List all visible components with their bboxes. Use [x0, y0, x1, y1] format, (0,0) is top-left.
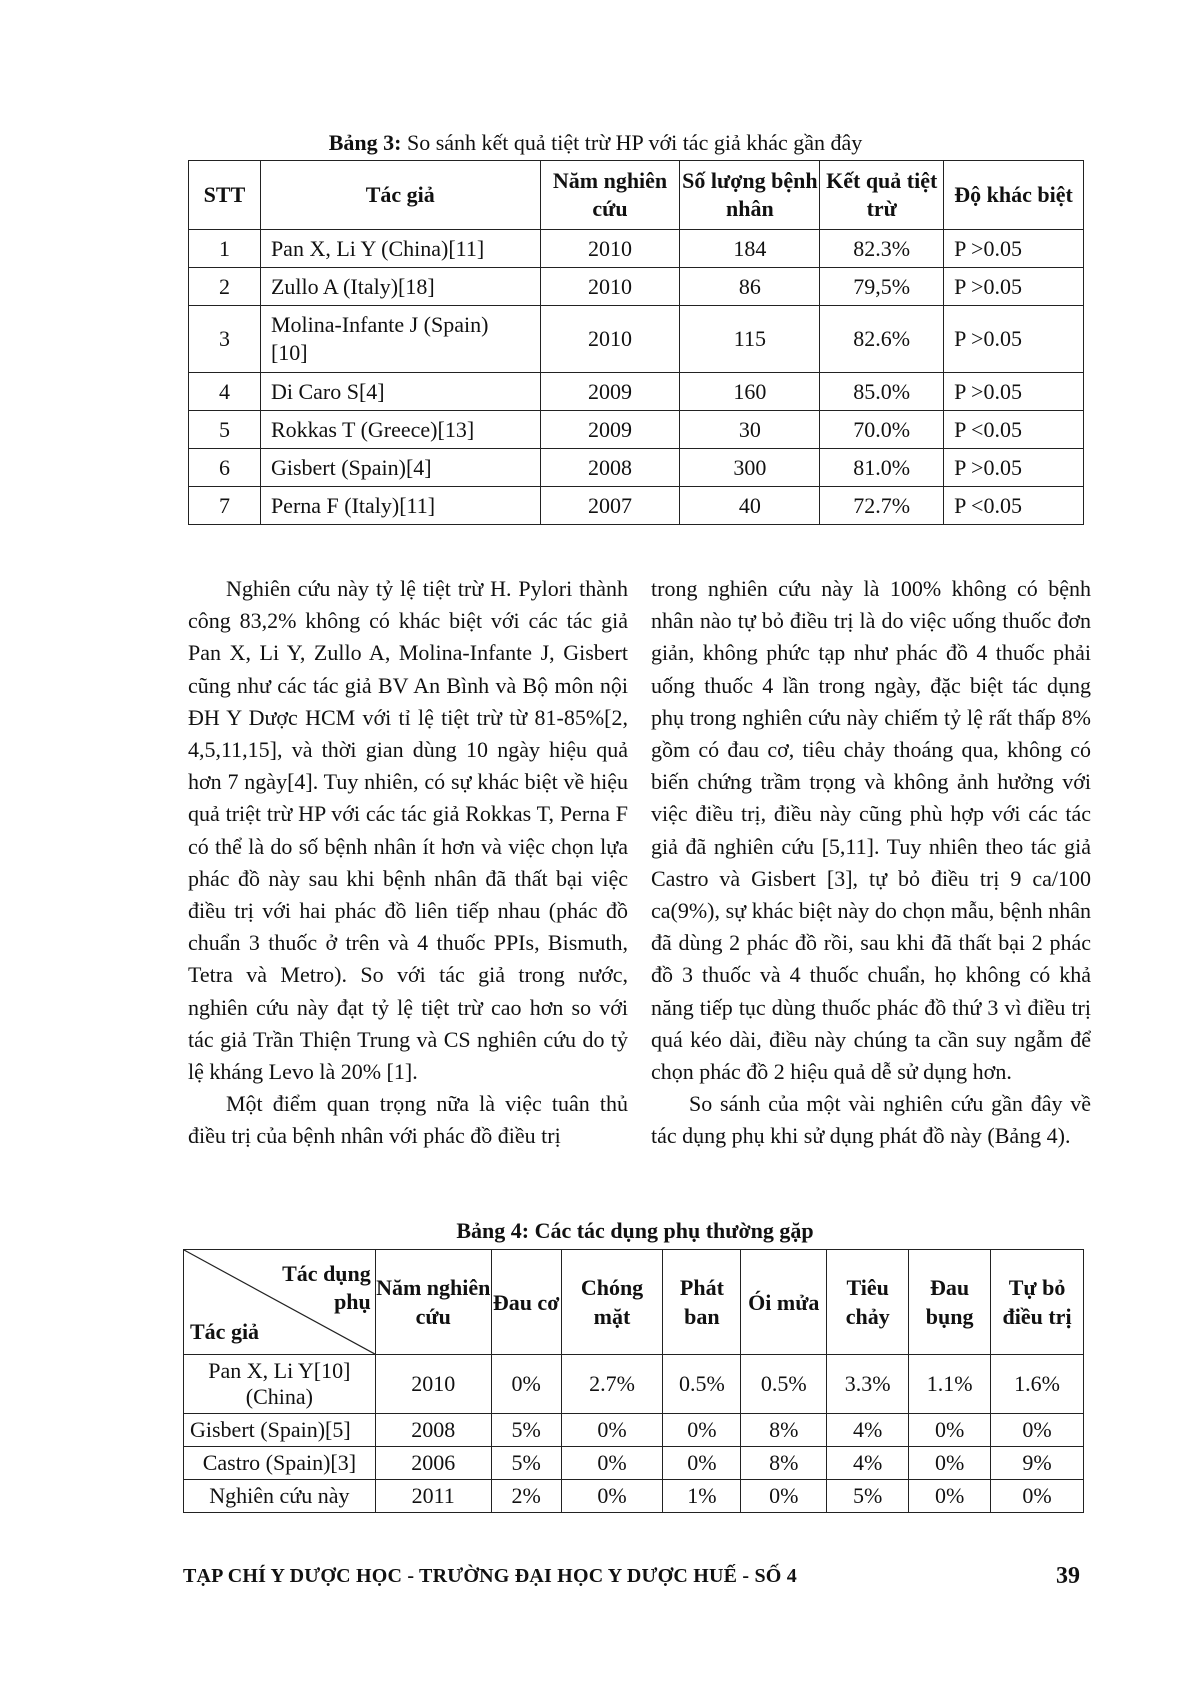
paragraph: Một điểm quan trọng nữa là việc tuân thủ điều trị của bệnh nhân với phác đồ điều trị — [188, 1091, 628, 1149]
paragraph: So sánh của một vài nghiên cứu gần đây về tác dụng phụ khi sử dụng phát đồ này (Bảng 4). — [651, 1091, 1091, 1149]
table4-header-row — [184, 1250, 1084, 1355]
table-cell: 2010 — [540, 230, 680, 268]
table-cell: 0% — [991, 1480, 1084, 1513]
table-cell: 0% — [991, 1414, 1084, 1447]
table-cell: 2007 — [540, 487, 680, 525]
journal-footer: TẠP CHÍ Y DƯỢC HỌC - TRƯỜNG ĐẠI HỌC Y DƯỢC HUẾ - SỐ 4 — [183, 1565, 797, 1587]
table-cell: 1.6% — [991, 1355, 1084, 1414]
table-cell: 184 — [680, 230, 820, 268]
table-cell: Di Caro S[4] — [260, 373, 540, 411]
table-cell: 0% — [909, 1480, 991, 1513]
table4-header-vomiting: Ói mửa — [741, 1250, 827, 1355]
table-cell: 8% — [741, 1447, 827, 1480]
table-cell: 9% — [991, 1447, 1084, 1480]
table3 — [188, 160, 1084, 525]
table-cell: 82.6% — [820, 306, 944, 373]
table-cell: 2.7% — [561, 1355, 663, 1414]
table-cell: 0% — [741, 1480, 827, 1513]
table-cell: 2006 — [375, 1447, 491, 1480]
table-cell: 1 — [189, 230, 261, 268]
table-cell: Pan X, Li Y (China)[11] — [260, 230, 540, 268]
table-cell: Pan X, Li Y[10] (China) — [184, 1355, 376, 1414]
table-row — [184, 1414, 1084, 1447]
table-cell: 2009 — [540, 373, 680, 411]
table-cell: 86 — [680, 268, 820, 306]
table-cell: P >0.05 — [944, 449, 1084, 487]
table3-header-result: Kết quả tiệt trừ — [820, 161, 944, 230]
table-cell: 85.0% — [820, 373, 944, 411]
table4-caption — [120, 1218, 1150, 1244]
table-cell: 7 — [189, 487, 261, 525]
table-cell: Castro (Spain)[3] — [184, 1447, 376, 1480]
table4-header-dizziness: Chóng mặt — [561, 1250, 663, 1355]
table-cell: Rokkas T (Greece)[13] — [260, 411, 540, 449]
table-row — [189, 411, 1084, 449]
table-row — [189, 230, 1084, 268]
table-cell: 0.5% — [663, 1355, 741, 1414]
table-cell: 2010 — [540, 268, 680, 306]
table-cell: Perna F (Italy)[11] — [260, 487, 540, 525]
table4-header-self-discontinued: Tự bỏ điều trị — [991, 1250, 1084, 1355]
table-cell: P >0.05 — [944, 373, 1084, 411]
table-cell: 160 — [680, 373, 820, 411]
table-cell: 6 — [189, 449, 261, 487]
table3-header-difference: Độ khác biệt — [944, 161, 1084, 230]
table-cell: 115 — [680, 306, 820, 373]
table-cell: 0% — [663, 1414, 741, 1447]
table-cell: P >0.05 — [944, 230, 1084, 268]
table-cell: 30 — [680, 411, 820, 449]
table3-header-author: Tác giả — [260, 161, 540, 230]
table-row — [189, 268, 1084, 306]
table-cell: Gisbert (Spain)[4] — [260, 449, 540, 487]
table-cell: 79,5% — [820, 268, 944, 306]
table4-header-corner — [184, 1250, 376, 1355]
table3-header-patients: Số lượng bệnh nhân — [680, 161, 820, 230]
table-cell: 3 — [189, 306, 261, 373]
page-number: 39 — [1056, 1563, 1080, 1589]
table3-caption-text: So sánh kết quả tiệt trừ HP với tác giả khác gần đây — [406, 130, 863, 155]
body-column-left — [188, 573, 628, 1153]
table-cell: 2008 — [375, 1414, 491, 1447]
table-cell: 72.7% — [820, 487, 944, 525]
table-cell: P <0.05 — [944, 411, 1084, 449]
table-cell: 1% — [663, 1480, 741, 1513]
table-cell: Molina-Infante J (Spain) [10] — [260, 306, 540, 373]
table-cell: 5% — [491, 1447, 561, 1480]
table3-caption-label: Bảng 3: — [328, 130, 402, 155]
table-cell: 4 — [189, 373, 261, 411]
table3-caption — [0, 130, 1191, 156]
table-cell: 2010 — [540, 306, 680, 373]
table-cell: P <0.05 — [944, 487, 1084, 525]
table4-corner-top: Tác dụng phụ — [282, 1261, 371, 1314]
table-cell: 0% — [561, 1414, 663, 1447]
table4-corner-bottom: Tác giả — [190, 1319, 260, 1344]
table-cell: 70.0% — [820, 411, 944, 449]
table-cell: Gisbert (Spain)[5] — [184, 1414, 376, 1447]
table-cell: 2% — [491, 1480, 561, 1513]
table-cell: 81.0% — [820, 449, 944, 487]
table-cell: 8% — [741, 1414, 827, 1447]
table-cell: 5 — [189, 411, 261, 449]
table-cell: 1.1% — [909, 1355, 991, 1414]
table-cell: 2009 — [540, 411, 680, 449]
table-cell: Zullo A (Italy)[18] — [260, 268, 540, 306]
table-row — [189, 487, 1084, 525]
table-cell: P >0.05 — [944, 306, 1084, 373]
table4-caption-text: Bảng 4: Các tác dụng phụ thường gặp — [456, 1218, 814, 1243]
table-cell: 2008 — [540, 449, 680, 487]
table-cell: 4% — [827, 1414, 909, 1447]
table-cell: 5% — [491, 1414, 561, 1447]
table-row — [184, 1447, 1084, 1480]
paragraph: trong nghiên cứu này là 100% không có bệnh nhân nào tự bỏ điều trị là do việc uống thuốc đơn giản, không phức tạp như phác đồ 4 thuốc phải uống thuốc 4 lần trong ngày, đặc biệt tác dụng phụ trong nghiên cứu này chiếm tỷ lệ rất thấp 8% gồm có đau cơ, tiêu chảy thoáng qua, không có biến chứng trầm trọng và không ảnh hưởng với việc điều trị, điều này cũng phù hợp với các tác giả đã nghiên cứu [5,11]. Tuy nhiên theo tác giả Castro và Gisbert [3], tự bỏ điều trị 9 ca/100 ca(9%), sự khác biệt này do chọn mẫu, bệnh nhân đã dùng 2 phác đồ rồi, sau khi đã thất bại 2 phác đồ 3 thuốc và 4 thuốc chuẩn, họ không có khả năng tiếp tục dùng thuốc phác đồ thứ 3 vì điều trị quá kéo dài, điều này chúng ta cần suy ngẫm để chọn phác đồ 2 hiệu quả dễ sử dụng hơn. — [651, 576, 1091, 1085]
table4-header-year: Năm nghiên cứu — [375, 1250, 491, 1355]
table-cell: 300 — [680, 449, 820, 487]
table-cell: 0% — [491, 1355, 561, 1414]
table-cell: 82.3% — [820, 230, 944, 268]
table-row — [184, 1480, 1084, 1513]
table-cell: 2 — [189, 268, 261, 306]
table4 — [183, 1249, 1084, 1513]
table-cell: 2010 — [375, 1355, 491, 1414]
table-cell: 0% — [561, 1480, 663, 1513]
paragraph: Nghiên cứu này tỷ lệ tiệt trừ H. Pylori thành công 83,2% không có khác biệt với các tác giả Pan X, Li Y, Zullo A, Molina-Infante J, Gisbert cũng như các tác giả BV An Bình và Bộ môn nội ĐH Y Dược HCM với tỉ lệ tiệt trừ từ 81-85%[2, 4,5,11,15], và thời gian dùng 10 ngày hiệu quả hơn 7 ngày[4]. Tuy nhiên, có sự khác biệt về hiệu quả triệt trừ HP với các tác giả Rokkas T, Perna F có thể là do số bệnh nhân ít hơn và việc chọn lựa phác đồ này sau khi bệnh nhân đã thất bại việc điều trị với hai phác đồ liên tiếp nhau (phác đồ chuẩn 3 thuốc ở trên và 4 thuốc PPIs, Bismuth, Tetra và Metro). So với tác giả trong nước, nghiên cứu này đạt tỷ lệ tiệt trừ cao hơn so với tác giả Trần Thiện Trung và CS nghiên cứu do tỷ lệ kháng Levo là 20% [1]. — [188, 576, 628, 1085]
table3-header-stt: STT — [189, 161, 261, 230]
table-row — [184, 1355, 1084, 1414]
table-cell: 4% — [827, 1447, 909, 1480]
table-cell: 0% — [561, 1447, 663, 1480]
table3-header-row — [189, 161, 1084, 230]
table-row — [189, 449, 1084, 487]
table-cell: P >0.05 — [944, 268, 1084, 306]
table-cell: 0.5% — [741, 1355, 827, 1414]
table4-header-diarrhea: Tiêu chảy — [827, 1250, 909, 1355]
table-cell: 5% — [827, 1480, 909, 1513]
table-cell: 0% — [909, 1414, 991, 1447]
table-cell: 2011 — [375, 1480, 491, 1513]
table-cell: 0% — [663, 1447, 741, 1480]
body-column-right — [651, 573, 1091, 1153]
table-cell: Nghiên cứu này — [184, 1480, 376, 1513]
table3-header-year: Năm nghiên cứu — [540, 161, 680, 230]
table4-header-abdominal-pain: Đau bụng — [909, 1250, 991, 1355]
table-cell: 40 — [680, 487, 820, 525]
table4-header-rash: Phát ban — [663, 1250, 741, 1355]
table-row — [189, 373, 1084, 411]
table-cell: 3.3% — [827, 1355, 909, 1414]
table-cell: 0% — [909, 1447, 991, 1480]
table4-header-muscle-pain: Đau cơ — [491, 1250, 561, 1355]
table-row — [189, 306, 1084, 373]
